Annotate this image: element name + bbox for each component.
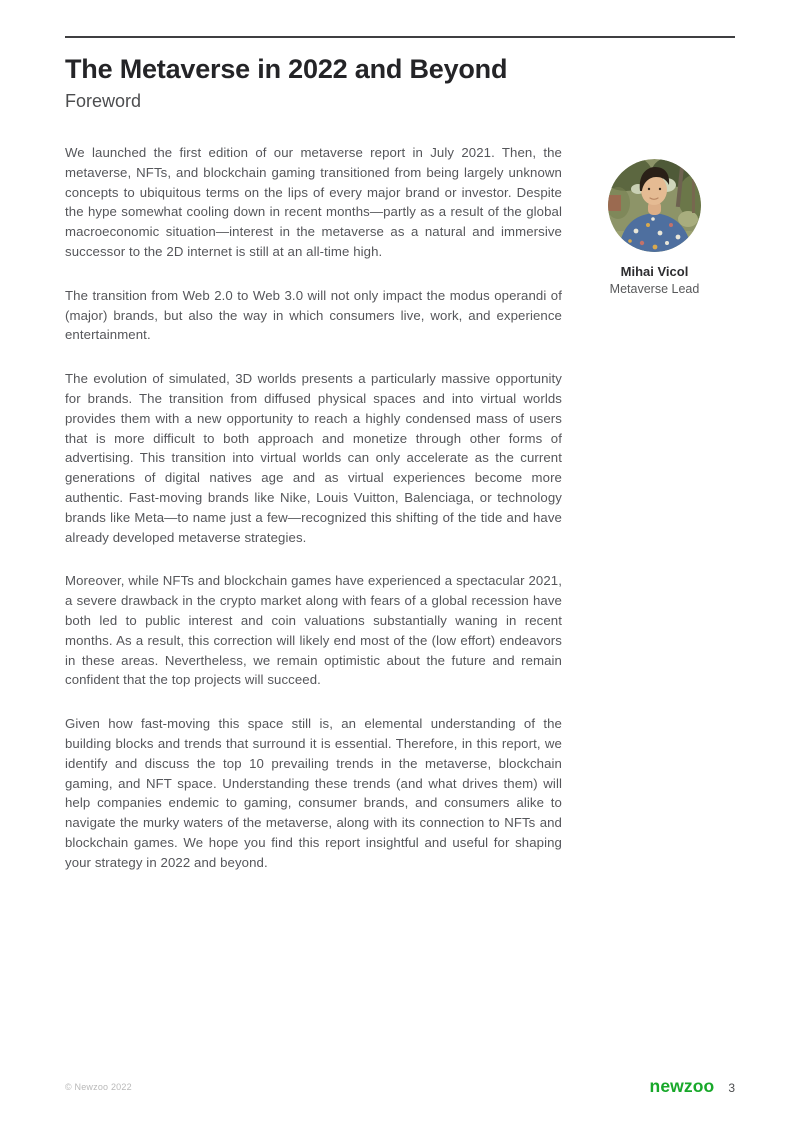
author-photo — [608, 159, 701, 252]
author-photo-illustration — [608, 159, 701, 252]
page-number: 3 — [728, 1081, 735, 1095]
author-block — [582, 159, 727, 296]
page-subtitle: Foreword — [65, 91, 142, 111]
footer-right — [650, 1076, 735, 1097]
foreword-paragraph: We launched the first edition of our metaverse report in July 2021. Then, the metaverse, NFTs, and blockchain gaming transitioned from being largely unknown concepts to ubiquitous terms on the lips of every major brand or investor. Despite the hype somewhat cooling down in recent months—partly as a result of the global macroeconomic situation—interest in the metaverse as a natural and immersive successor to the 2D internet is still at an all-time high. — [65, 145, 562, 259]
newzoo-logo: newzoo — [649, 1076, 715, 1096]
page-footer — [65, 1076, 735, 1097]
foreword-paragraph: The transition from Web 2.0 to Web 3.0 will not only impact the modus operandi of (major) brands, but also the way in which consumers live, work, and experience entertainment. — [65, 287, 562, 343]
page-header — [65, 36, 735, 112]
header-divider — [65, 36, 735, 38]
author-role: Metaverse Lead — [609, 282, 700, 296]
foreword-body — [65, 143, 562, 873]
author-name: Mihai Vicol — [620, 264, 689, 279]
copyright-text: © Newzoo 2022 — [65, 1081, 132, 1092]
foreword-paragraph: The evolution of simulated, 3D worlds presents a particularly massive opportunity for brands. The transition from diffused physical spaces and into virtual worlds provides them with a new opportunity to reach a highly condensed mass of users that is more difficult to both approach and monetize through other forms of advertising. This transition into virtual worlds can only accelerate as the current generations of digital natives age and as virtual experiences become more authentic. Fast-moving brands like Nike, Louis Vuitton, Balenciaga, or technology brands like Meta—to name just a few—recognized this shifting of the tide and have already developed metaverse strategies. — [65, 371, 562, 545]
page-title: The Metaverse in 2022 and Beyond — [65, 54, 508, 84]
foreword-paragraph: Given how fast-moving this space still is, an elemental understanding of the building blocks and trends that surround it is essential. Therefore, in this report, we identify and discuss the top 10 prevailing trends in the metaverse, blockchain gaming, and NFT space. Understanding these trends (and what drives them) will help companies endemic to gaming, consumer brands, and consumers alike to navigate the murky waters of the metaverse, along with its connection to NFTs and blockchain games. We hope you find this report insightful and useful for shaping your strategy in 2022 and beyond. — [65, 716, 562, 870]
foreword-paragraph: Moreover, while NFTs and blockchain games have experienced a spectacular 2021, a severe drawback in the crypto market along with fears of a global recession have both led to public interest and coin valuations substantially waning in recent months. As a result, this correction will likely end most of the (low effort) endeavors in these areas. Nevertheless, we remain optimistic about the future and remain confident that the top projects will succeed. — [65, 573, 562, 688]
